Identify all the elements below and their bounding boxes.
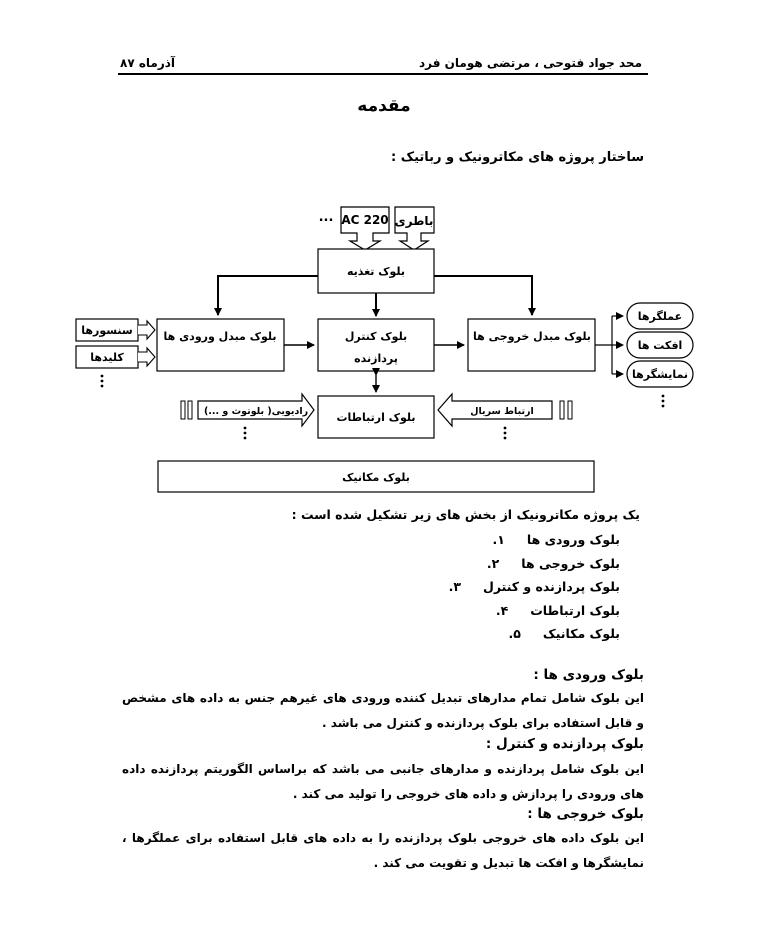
radio-arrow <box>198 394 314 426</box>
serial-arrow <box>438 394 552 426</box>
power-supply-block <box>318 249 434 293</box>
control-block-label-2: پردازنده <box>354 352 398 365</box>
list-item: بلوک ورودی ها ۱. <box>492 532 620 547</box>
output-block <box>468 319 595 371</box>
sensors-label: سنسورها <box>81 324 133 337</box>
section-heading-processor: بلوک پردازنده و کنترل : <box>485 736 644 752</box>
section-heading-outputs: بلوک خروجی ها : <box>527 806 644 822</box>
intro-text: یک پروژه مکاترونیک از بخش های زیر تشکیل شده است : <box>291 507 640 522</box>
serial-more-dots <box>504 427 507 440</box>
effects-label: افکت ها <box>637 339 683 352</box>
ac-source-box <box>341 207 389 250</box>
control-block <box>318 319 434 371</box>
page-title: مقدمه <box>357 96 411 116</box>
actuators-label: عملگرها <box>637 310 683 323</box>
section-heading-inputs: بلوک ورودی ها : <box>533 667 644 683</box>
sensors-box <box>76 319 155 341</box>
mechanical-block <box>158 461 594 492</box>
parts-list <box>449 528 620 646</box>
header-date: آذرماه ۸۷ <box>120 56 176 70</box>
keys-label: کلیدها <box>90 351 124 364</box>
output-block-label: بلوک مبدل خروجی ها <box>473 330 591 343</box>
ac-source-label: AC 220 <box>341 213 389 227</box>
list-item: بلوک مکانیک ۵. <box>508 626 620 642</box>
power-to-input-arrow <box>218 276 318 315</box>
radio-bars-icon <box>181 401 192 419</box>
serial-bars-icon <box>560 401 572 419</box>
outputs-more-dots <box>662 395 665 408</box>
output-fanout <box>595 316 612 374</box>
battery-box <box>395 207 434 250</box>
radio-label: رادیویی( بلوتوث و ...) <box>203 406 309 417</box>
keys-box <box>76 346 155 368</box>
comm-block-label: بلوک ارتباطات <box>336 411 416 424</box>
inputs-more-dots <box>101 375 104 388</box>
input-block-label: بلوک مبدل ورودی ها <box>163 330 277 343</box>
displays-label: نمایشگرها <box>632 368 688 381</box>
section-subtitle: ساختار پروژه های مکاترونیک و رباتیک : <box>391 150 644 165</box>
header-authors: محد جواد فتوحی ، مرتضی هومان فرد <box>418 56 642 70</box>
section-body-processor: این بلوک شامل پردازنده و مدارهای جانبی می باشد که براساس الگوریتم پردازنده داده های ورودی را پردازش و داده های خروجی را تولید می کند . <box>122 762 644 801</box>
battery-label: باطری <box>394 214 434 228</box>
serial-label: ارتباط سریال <box>470 406 534 417</box>
control-block-label-1: بلوک کنترل <box>344 330 408 343</box>
list-item: بلوک خروجی ها ۲. <box>486 555 620 571</box>
list-item: بلوک ارتباطات ۴. <box>495 602 620 618</box>
section-body-outputs: این بلوک داده های خروجی بلوک پردازنده را به داده های قابل استفاده برای عملگرها ، نمایشگرها و افکت ها تبدیل و تقویت می کند . <box>122 831 644 870</box>
section-body-inputs: این بلوک شامل تمام مدارهای تبدیل کننده ورودی های غیرهم جنس به داده های مشخص و قابل استفاده برای بلوک پردازنده و کنترل می باشد . <box>122 691 644 730</box>
comm-block <box>318 396 434 438</box>
actuators-box <box>612 303 693 329</box>
radio-more-dots <box>244 427 247 440</box>
displays-box <box>612 361 693 387</box>
effects-box <box>612 332 693 358</box>
list-item: بلوک پردازنده و کنترل ۳. <box>448 579 620 595</box>
power-supply-label: بلوک تغذیه <box>346 265 406 278</box>
mechanical-block-label: بلوک مکانیک <box>342 471 410 484</box>
input-block <box>157 319 284 371</box>
power-to-output-arrow <box>434 276 532 315</box>
sources-more: ... <box>318 210 334 225</box>
